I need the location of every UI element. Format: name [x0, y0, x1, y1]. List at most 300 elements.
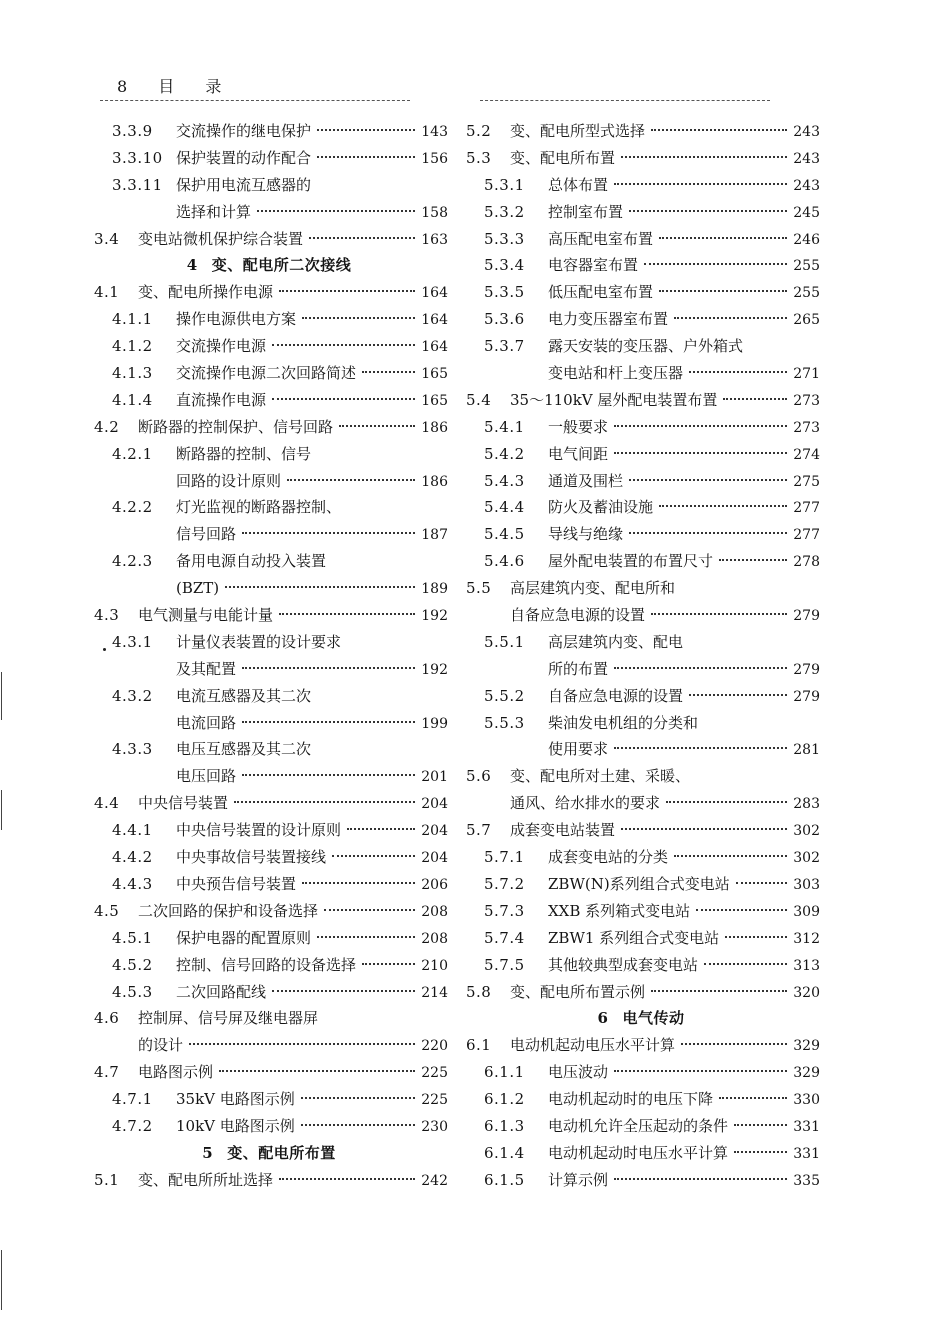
section-title: 防火及蓄油设施 — [548, 498, 654, 517]
section-title: 控制室布置 — [548, 202, 624, 221]
dot-leader — [317, 936, 415, 938]
section-number: 5.7.3 — [484, 901, 525, 920]
margin-mark — [1, 790, 2, 830]
section-number: 4.3 — [94, 606, 120, 625]
section-title: 变、配电所对土建、采暖、 — [510, 767, 691, 786]
toc-entry — [90, 575, 448, 602]
section-title: 二次回路的保护和设备选择 — [138, 901, 319, 920]
section-number: 6.1 — [466, 1036, 492, 1055]
page-ref: 273 — [793, 419, 820, 436]
dot-leader — [629, 532, 787, 534]
toc-entry — [90, 629, 448, 656]
dot-leader — [651, 613, 787, 615]
page-ref: 312 — [793, 930, 820, 947]
dot-leader — [242, 532, 415, 534]
toc-entry — [462, 602, 820, 629]
section-title: 35～110kV 屋外配电装置布置 — [510, 390, 718, 409]
dot-leader — [219, 1070, 415, 1072]
section-number: 5.2 — [466, 122, 492, 140]
section-title: 中央预告信号装置 — [176, 874, 297, 893]
page-ref: 271 — [793, 366, 820, 383]
section-title: 通风、给水排水的要求 — [510, 794, 661, 813]
dot-leader — [302, 882, 415, 884]
section-number: 6.1.1 — [484, 1063, 525, 1082]
dot-leader — [257, 210, 415, 212]
dot-leader — [651, 990, 787, 992]
section-title: 变电站和杆上变压器 — [548, 364, 684, 383]
section-title: 使用要求 — [548, 740, 609, 759]
page-ref: 302 — [793, 823, 820, 840]
dot-leader — [614, 452, 787, 454]
page-ref: 242 — [421, 1172, 448, 1189]
section-number: 6.1.4 — [484, 1143, 525, 1162]
page-ref: 255 — [793, 258, 820, 275]
page-ref: 210 — [421, 957, 448, 974]
toc-entry — [90, 226, 448, 253]
dot-leader — [614, 1178, 787, 1180]
dot-leader — [719, 1097, 787, 1099]
section-title: 及其配置 — [176, 659, 237, 678]
chapter-title: 变、配电所布置 — [227, 1143, 336, 1162]
toc-entry — [90, 494, 448, 521]
section-title: 电流互感器及其二次 — [176, 686, 312, 705]
toc-entry — [462, 1140, 820, 1167]
dot-leader — [339, 425, 415, 427]
toc-entry — [90, 656, 448, 683]
page-ref: 165 — [421, 366, 448, 383]
dot-leader — [362, 963, 415, 965]
toc-entry — [462, 710, 820, 737]
dot-leader — [362, 371, 415, 373]
page-ref: 143 — [421, 124, 448, 140]
section-number: 5.4.4 — [484, 498, 525, 517]
section-title: 低压配电室布置 — [548, 283, 654, 302]
dot-leader — [736, 882, 788, 884]
toc-right-column — [462, 118, 820, 1194]
header-rule-left — [100, 100, 410, 101]
section-number: 4.4.1 — [112, 821, 153, 840]
section-title: 电压互感器及其二次 — [176, 740, 312, 759]
dot-leader — [302, 317, 415, 319]
section-title: 中央信号装置 — [138, 794, 229, 813]
page-ref: 309 — [793, 903, 820, 920]
section-title: 直流操作电源 — [176, 390, 267, 409]
page-ref: 189 — [421, 581, 448, 598]
section-number: 5.8 — [466, 982, 492, 1001]
toc-entry — [462, 656, 820, 683]
page-ref: 206 — [421, 876, 448, 893]
toc-entry — [90, 979, 448, 1006]
dot-leader — [272, 398, 415, 400]
section-title: 变、配电所型式选择 — [510, 122, 646, 140]
section-number: 5.3.3 — [484, 229, 525, 248]
section-number: 5.7.4 — [484, 928, 525, 947]
page-ref: 204 — [421, 823, 448, 840]
chapter-heading — [462, 1005, 820, 1032]
dot-leader — [272, 990, 415, 992]
section-number: 4.1.1 — [112, 310, 153, 329]
section-number: 4.4.2 — [112, 848, 153, 867]
page-ref: 246 — [793, 231, 820, 248]
section-title: 中央事故信号装置接线 — [176, 848, 327, 867]
section-title: 自备应急电源的设置 — [510, 606, 646, 625]
section-number: 4.3.3 — [112, 740, 153, 759]
toc-entry — [462, 1059, 820, 1086]
toc-entry — [90, 414, 448, 441]
section-number: 4.5.1 — [112, 928, 153, 947]
page-ref: 192 — [421, 608, 448, 625]
toc-entry — [90, 1005, 448, 1032]
dot-leader — [614, 425, 787, 427]
section-number: 5.4.2 — [484, 444, 525, 463]
dot-leader — [674, 317, 787, 319]
page-ref: 204 — [421, 796, 448, 813]
section-title: 保护电器的配置原则 — [176, 928, 312, 947]
page-ref: 279 — [793, 688, 820, 705]
page-ref: 279 — [793, 608, 820, 625]
section-title: 计算示例 — [548, 1170, 609, 1189]
page-ref: 201 — [421, 769, 448, 786]
page-ref: 329 — [793, 1038, 820, 1055]
section-title: 高层建筑内变、配电 — [548, 632, 684, 651]
toc-entry — [462, 790, 820, 817]
page-number: 8 — [117, 77, 128, 96]
page-ref: 243 — [793, 150, 820, 167]
section-number: 4.5.2 — [112, 955, 153, 974]
section-title: 电动机允许全压起动的条件 — [548, 1116, 729, 1135]
section-title: ZBW1 系列组合式变电站 — [548, 928, 720, 947]
page-ref: 320 — [793, 984, 820, 1001]
section-title: 信号回路 — [176, 525, 237, 544]
section-title: 交流操作的继电保护 — [176, 122, 312, 140]
dot-leader — [317, 129, 415, 131]
section-title: 电容器室布置 — [548, 256, 639, 275]
page-ref: 274 — [793, 446, 820, 463]
chapter-number: 5 — [202, 1143, 214, 1162]
toc-left-column — [90, 118, 448, 1194]
toc-entry — [90, 925, 448, 952]
section-number: 4.7 — [94, 1063, 120, 1082]
section-title: 交流操作电源二次回路简述 — [176, 364, 357, 383]
toc-entry — [462, 468, 820, 495]
toc-entry — [90, 172, 448, 199]
section-title: 柴油发电机组的分类和 — [548, 713, 699, 732]
section-title: 一般要求 — [548, 417, 609, 436]
section-number: 5.4.1 — [484, 417, 525, 436]
toc-entry — [90, 1059, 448, 1086]
section-title: 电压回路 — [176, 767, 237, 786]
toc-entry — [462, 979, 820, 1006]
section-title: 变电站微机保护综合装置 — [138, 229, 304, 248]
page-ref: 165 — [421, 392, 448, 409]
dot-leader — [279, 613, 415, 615]
dot-leader — [689, 371, 787, 373]
section-title: 电动机起动电压水平计算 — [510, 1036, 676, 1055]
toc-entry — [462, 898, 820, 925]
toc-entry — [90, 521, 448, 548]
section-title: 高层建筑内变、配电所和 — [510, 579, 676, 598]
page-ref: 204 — [421, 850, 448, 867]
page-ref: 279 — [793, 661, 820, 678]
toc-entry — [90, 1086, 448, 1113]
chapter-heading — [90, 1140, 448, 1167]
page-ref: 331 — [793, 1118, 820, 1135]
page-header — [117, 74, 247, 97]
page-ref: 243 — [793, 177, 820, 194]
page-ref: 277 — [793, 500, 820, 517]
page-ref: 277 — [793, 527, 820, 544]
dot-leader — [332, 855, 415, 857]
toc-entry — [462, 575, 820, 602]
toc-entry — [90, 710, 448, 737]
dot-leader — [614, 1070, 787, 1072]
toc-entry — [90, 360, 448, 387]
section-title: 变、配电所操作电源 — [138, 283, 274, 302]
section-number: 3.3.9 — [112, 122, 153, 140]
dot-leader — [704, 963, 787, 965]
section-number: 6.1.5 — [484, 1170, 525, 1189]
margin-mark — [1, 1250, 2, 1310]
section-number: 4.1.4 — [112, 390, 153, 409]
dot-leader — [234, 801, 415, 803]
section-number: 3.4 — [94, 229, 120, 248]
toc-entry — [90, 548, 448, 575]
section-number: 4.4.3 — [112, 874, 153, 893]
toc-entry — [462, 683, 820, 710]
page-ref: 255 — [793, 285, 820, 302]
page-ref: 225 — [421, 1092, 448, 1109]
dot-leader — [279, 1178, 415, 1180]
chapter-number: 6 — [597, 1009, 609, 1028]
dot-leader — [659, 237, 787, 239]
section-title: 10kV 电路图示例 — [176, 1116, 295, 1135]
section-number: 5.7.2 — [484, 874, 525, 893]
section-number: 5.3.2 — [484, 202, 525, 221]
toc-entry — [90, 952, 448, 979]
page-ref: 208 — [421, 903, 448, 920]
section-number: 4.1 — [94, 283, 120, 302]
page-ref: 335 — [793, 1172, 820, 1189]
section-title: 保护装置的动作配合 — [176, 148, 312, 167]
toc-entry — [90, 468, 448, 495]
section-number: 4.5 — [94, 901, 120, 920]
dot-leader — [629, 479, 787, 481]
section-title: 电气测量与电能计量 — [138, 606, 274, 625]
section-title: 其他较典型成套变电站 — [548, 955, 699, 974]
section-number: 4.3.1 — [112, 632, 153, 651]
toc-entry — [90, 683, 448, 710]
section-number: 5.7.5 — [484, 955, 525, 974]
dot-leader — [287, 479, 415, 481]
toc-entry — [462, 1113, 820, 1140]
section-number: 3.3.10 — [112, 148, 163, 167]
dot-leader — [621, 156, 787, 158]
section-title: 的设计 — [138, 1036, 184, 1055]
chapter-title: 电气传动 — [622, 1009, 685, 1028]
dot-leader — [651, 129, 787, 131]
section-title: 35kV 电路图示例 — [176, 1090, 295, 1109]
toc-entry — [462, 145, 820, 172]
dot-leader — [614, 667, 787, 669]
dot-leader — [242, 667, 415, 669]
page-ref: 331 — [793, 1145, 820, 1162]
page-ref: 278 — [793, 554, 820, 571]
toc-entry — [90, 817, 448, 844]
section-title: 电动机起动时的电压下降 — [548, 1090, 714, 1109]
toc-entry — [462, 521, 820, 548]
toc-entry — [462, 360, 820, 387]
toc-entry — [90, 736, 448, 763]
header-rule-right — [480, 100, 770, 101]
section-number: 4.3.2 — [112, 686, 153, 705]
margin-mark — [1, 672, 2, 720]
dot-leader — [725, 936, 787, 938]
section-number: 5.4.5 — [484, 525, 525, 544]
page-ref: 199 — [421, 715, 448, 732]
dot-leader — [734, 1151, 787, 1153]
toc-entry — [90, 898, 448, 925]
section-title: ZBW(N)系列组合式变电站 — [548, 874, 730, 893]
section-title: 高压配电室布置 — [548, 229, 654, 248]
toc-entry — [462, 387, 820, 414]
dot-leader — [324, 909, 415, 911]
section-title: 二次回路配线 — [176, 982, 267, 1001]
page-ref: 275 — [793, 473, 820, 490]
toc-entry — [462, 548, 820, 575]
page-ref: 187 — [421, 527, 448, 544]
section-title: 自备应急电源的设置 — [548, 686, 684, 705]
page-ref: 281 — [793, 742, 820, 759]
section-title: 选择和计算 — [176, 202, 252, 221]
section-title: 操作电源供电方案 — [176, 310, 297, 329]
toc-entry — [462, 333, 820, 360]
toc-entry — [90, 279, 448, 306]
page-ref: 192 — [421, 661, 448, 678]
toc-entry — [462, 736, 820, 763]
page-ref: 164 — [421, 339, 448, 356]
dot-leader — [347, 828, 415, 830]
section-number: 5.7.1 — [484, 848, 525, 867]
toc-entry — [90, 1032, 448, 1059]
section-title: 屋外配电装置的布置尺寸 — [548, 552, 714, 571]
page-ref: 163 — [421, 231, 448, 248]
page-ref: 225 — [421, 1065, 448, 1082]
section-number: 4.2 — [94, 417, 120, 436]
page-ref: 230 — [421, 1118, 448, 1135]
section-number: 6.1.3 — [484, 1116, 525, 1135]
section-title: 中央信号装置的设计原则 — [176, 821, 342, 840]
section-number: 5.4.3 — [484, 471, 525, 490]
dot-leader — [696, 909, 787, 911]
page-ref: 330 — [793, 1092, 820, 1109]
section-title: 回路的设计原则 — [176, 471, 282, 490]
dot-leader — [272, 344, 415, 346]
section-title: 电力变压器室布置 — [548, 310, 669, 329]
chapter-heading — [90, 252, 448, 279]
page-ref: 164 — [421, 285, 448, 302]
section-number: 4.7.2 — [112, 1116, 153, 1135]
toc-entry — [90, 118, 448, 145]
dot-leader — [309, 237, 415, 239]
section-number: 5.5.2 — [484, 686, 525, 705]
chapter-number: 4 — [186, 256, 198, 275]
dot-leader — [644, 263, 787, 265]
section-number: 4.5.3 — [112, 982, 153, 1001]
toc-entry — [90, 844, 448, 871]
toc-entry — [462, 118, 820, 145]
toc-entry — [462, 629, 820, 656]
section-title: 控制、信号回路的设备选择 — [176, 955, 357, 974]
section-number: 5.4 — [466, 390, 492, 409]
toc-entry — [462, 199, 820, 226]
toc-entry — [90, 333, 448, 360]
dot-leader — [674, 855, 787, 857]
section-title: 变、配电所布置 — [510, 148, 616, 167]
section-number: 4.1.3 — [112, 364, 153, 383]
dot-leader — [723, 398, 787, 400]
section-title: 计量仪表装置的设计要求 — [176, 632, 342, 651]
section-number: 5.5 — [466, 579, 492, 598]
page-ref: 265 — [793, 312, 820, 329]
section-number: 5.3.6 — [484, 310, 525, 329]
toc-entry — [462, 1032, 820, 1059]
page-ref: 208 — [421, 930, 448, 947]
section-number: 4.2.2 — [112, 498, 153, 517]
dot-leader — [734, 1124, 787, 1126]
page-ref: 164 — [421, 312, 448, 329]
section-number: 5.1 — [94, 1170, 120, 1189]
toc-entry — [462, 952, 820, 979]
section-number: 5.3.5 — [484, 283, 525, 302]
page-ref: 313 — [793, 957, 820, 974]
dot-leader — [317, 156, 415, 158]
section-title: 所的布置 — [548, 659, 609, 678]
dot-leader — [242, 774, 415, 776]
page-ref: 273 — [793, 392, 820, 409]
section-title: XXB 系列箱式变电站 — [548, 901, 691, 920]
section-title: 成套变电站的分类 — [548, 848, 669, 867]
section-number: 5.4.6 — [484, 552, 525, 571]
toc-entry — [462, 494, 820, 521]
toc-entry — [90, 1167, 448, 1194]
section-title: 成套变电站装置 — [510, 821, 616, 840]
toc-entry — [90, 441, 448, 468]
section-number: 3.3.11 — [112, 175, 163, 194]
section-number: 6.1.2 — [484, 1090, 525, 1109]
page-ref: 329 — [793, 1065, 820, 1082]
toc-entry — [462, 414, 820, 441]
toc-entry — [462, 871, 820, 898]
section-number: 5.5.1 — [484, 632, 525, 651]
page-ref: 158 — [421, 204, 448, 221]
dot-leader — [681, 1043, 787, 1045]
dot-leader — [225, 586, 415, 588]
page-ref: 283 — [793, 796, 820, 813]
section-number: 5.3 — [466, 148, 492, 167]
page-ref: 243 — [793, 124, 820, 140]
section-number: 4.2.1 — [112, 444, 153, 463]
page-ref: 303 — [793, 876, 820, 893]
section-title: 控制屏、信号屏及继电器屏 — [138, 1009, 319, 1028]
toc-entry — [462, 763, 820, 790]
page-ref: 156 — [421, 150, 448, 167]
dot-leader — [689, 694, 787, 696]
section-number: 5.6 — [466, 767, 492, 786]
section-title: 变、配电所布置示例 — [510, 982, 646, 1001]
dot-leader — [301, 1124, 415, 1126]
toc-entry — [90, 790, 448, 817]
page-ref: 245 — [793, 204, 820, 221]
